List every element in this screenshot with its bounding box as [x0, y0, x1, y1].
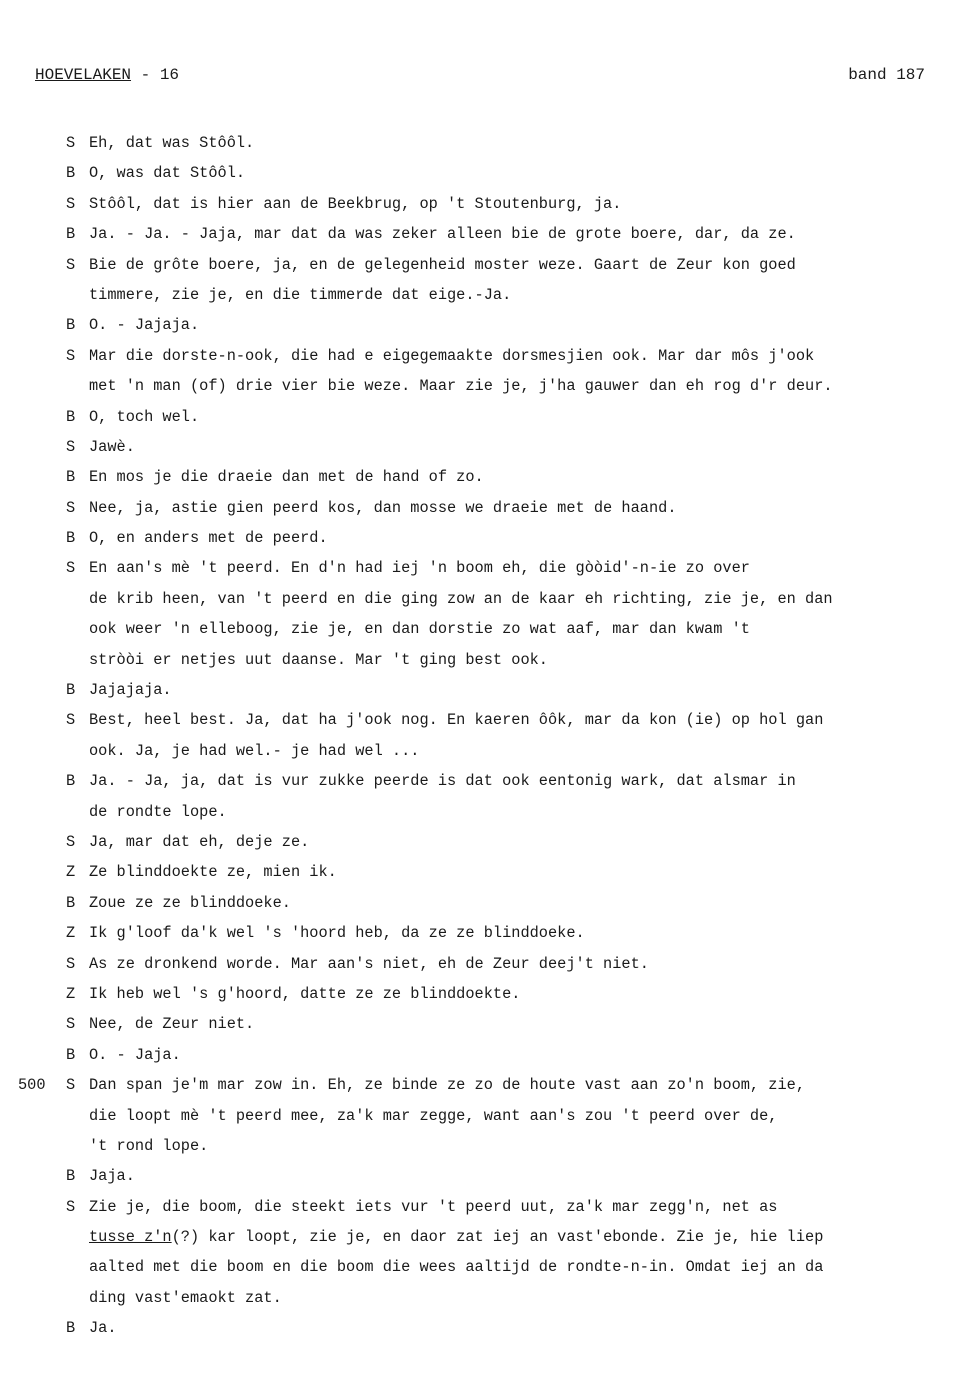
line-text-content: aalted met die boom en die boom die wees aaltijd de rondte-n-in. Omdat iej an da [89, 1258, 824, 1277]
line-text-content: Ja. - Ja, ja, dat is vur zukke peerde is dat ook eentonig wark, dat alsmar in [89, 772, 796, 791]
transcript-line [0, 675, 973, 705]
line-text [89, 1009, 254, 1039]
line-text-content: Nee, ja, astie gien peerd kos, dan mosse we draeie met de haand. [89, 498, 677, 517]
speaker-label: B [66, 772, 76, 791]
transcript-line [0, 857, 973, 887]
transcript-line [0, 432, 973, 462]
transcript-line [0, 280, 973, 310]
speaker-label: S [66, 954, 76, 973]
line-text [89, 705, 823, 735]
transcript-line [0, 1222, 973, 1252]
transcript-line [0, 827, 973, 857]
transcript-line [0, 1040, 973, 1070]
line-text-content: Ja. - Ja. - Jaja, mar dat da was zeker alleen bie de grote boere, dar, da ze. [89, 225, 796, 244]
transcript-line [0, 614, 973, 644]
line-text [89, 888, 291, 918]
line-text [89, 766, 796, 796]
speaker-label: B [66, 164, 76, 183]
line-text-content: timmere, zie je, en die timmerde dat eige.-Ja. [89, 285, 512, 304]
speaker-label: B [66, 1319, 76, 1338]
transcript-line [0, 493, 973, 523]
line-text-content: Dan span je'm mar zow in. Eh, ze binde ze zo de houte vast aan zo'n boom, zie, [89, 1076, 806, 1095]
line-text-content: En mos je die draeie dan met de hand of zo. [89, 468, 484, 487]
line-text [89, 310, 199, 340]
transcript-line [0, 341, 973, 371]
speaker-label: S [66, 711, 76, 730]
line-text [89, 1070, 805, 1100]
line-text [89, 979, 520, 1009]
line-text-content: de rondte lope. [89, 802, 227, 821]
line-text-content: Nee, de Zeur niet. [89, 1015, 255, 1034]
line-text [89, 553, 750, 583]
line-text [89, 402, 199, 432]
transcript-line [0, 158, 973, 188]
transcript-line [0, 1131, 973, 1161]
line-text-content: Jajajaja. [89, 681, 172, 700]
transcript-line [0, 371, 973, 401]
line-text-content: de krib heen, van 't peerd en die ging zow an de kaar eh richting, zie je, en dan [89, 589, 833, 608]
transcript-line [0, 1283, 973, 1313]
line-text-content: Bie de grôte boere, ja, en de gelegenheid moster weze. Gaart de Zeur kon goed [89, 255, 796, 274]
speaker-label: S [66, 1015, 76, 1034]
line-text [89, 523, 328, 553]
line-text [89, 1040, 181, 1070]
line-text [89, 432, 135, 462]
line-text-content: Jaja. [89, 1167, 135, 1186]
speaker-label: B [66, 893, 76, 912]
line-text [89, 371, 833, 401]
line-text-content: met 'n man (of) drie vier bie weze. Maar zie je, j'ha gauwer dan eh rog d'r deur. [89, 377, 833, 396]
transcript-line [0, 523, 973, 553]
line-text [89, 250, 796, 280]
transcript-line [0, 979, 973, 1009]
line-text-content: Ik g'loof da'k wel 's 'hoord heb, da ze ze blinddoeke. [89, 924, 585, 943]
line-text-content: ook. Ja, je had wel.- je had wel ... [89, 741, 420, 760]
transcript-line [0, 219, 973, 249]
line-text [89, 918, 585, 948]
transcript-line [0, 949, 973, 979]
transcript-lines [0, 128, 973, 1344]
speaker-label: B [66, 529, 76, 548]
header-left [35, 66, 179, 84]
transcript-line [0, 766, 973, 796]
line-text [89, 645, 548, 675]
speaker-label: S [66, 437, 76, 456]
line-text [89, 1192, 777, 1222]
transcript-line [0, 189, 973, 219]
transcript-line [0, 310, 973, 340]
transcript-line [0, 1070, 973, 1100]
speaker-label: S [66, 346, 76, 365]
speaker-label: B [66, 225, 76, 244]
transcript-line [0, 553, 973, 583]
transcript-line [0, 250, 973, 280]
line-text-content: 't rond lope. [89, 1136, 209, 1155]
line-text-content: Eh, dat was Stôôl. [89, 134, 255, 152]
speaker-label: S [66, 832, 76, 851]
line-text [89, 128, 254, 158]
speaker-label: S [66, 1076, 76, 1095]
speaker-label: Z [66, 924, 76, 943]
speaker-label: Z [66, 863, 76, 882]
line-text-content: En aan's mè 't peerd. En d'n had iej 'n boom eh, die gòòid'-n-ie zo over [89, 559, 750, 578]
line-text-content: As ze dronkend worde. Mar aan's niet, eh de Zeur deej't niet. [89, 954, 649, 973]
underlined-text: tusse z'n [89, 1228, 172, 1247]
line-text-content: ook weer 'n elleboog, zie je, en dan dorstie zo wat aaf, mar dan kwam 't [89, 620, 750, 639]
line-text [89, 1101, 777, 1131]
line-text [89, 614, 750, 644]
line-text-content: Ik heb wel 's g'hoord, datte ze ze blinddoekte. [89, 984, 521, 1003]
transcript-line [0, 128, 973, 158]
transcript-line [0, 1161, 973, 1191]
header-place: HOEVELAKEN [35, 66, 132, 84]
line-text [89, 736, 419, 766]
line-text-content: O, toch wel. [89, 407, 200, 426]
speaker-label: B [66, 316, 76, 335]
line-text [89, 797, 227, 827]
line-text [89, 280, 511, 310]
line-text-content: Mar die dorste-n-ook, die had e eigegemaakte dorsmesjien ook. Mar dar môs j'ook [89, 346, 815, 365]
line-text [89, 949, 649, 979]
speaker-label: B [66, 1045, 76, 1064]
line-text-content: Best, heel best. Ja, dat ha j'ook nog. En kaeren ôôk, mar da kon (ie) op hol gan [89, 711, 824, 730]
line-text-content: Jawè. [89, 437, 135, 456]
speaker-label: S [66, 1197, 76, 1216]
line-text-content: Ja, mar dat eh, deje ze. [89, 832, 310, 851]
speaker-label: S [66, 559, 76, 578]
line-text [89, 1313, 117, 1343]
line-text-content: O. - Jaja. [89, 1045, 181, 1064]
speaker-label: B [66, 1167, 76, 1186]
speaker-label: S [66, 134, 76, 152]
line-text [89, 584, 833, 614]
line-text [89, 1222, 823, 1252]
transcript-line [0, 645, 973, 675]
header-page-number: - 16 [131, 66, 180, 84]
transcript-line [0, 1252, 973, 1282]
speaker-label: S [66, 194, 76, 213]
line-text-content: Stôôl, dat is hier aan de Beekbrug, op 't Stoutenburg, ja. [89, 194, 622, 213]
transcript-line [0, 918, 973, 948]
line-text [89, 1252, 823, 1282]
line-text [89, 1161, 135, 1191]
transcript-line [0, 1009, 973, 1039]
speaker-label: B [66, 407, 76, 426]
line-text [89, 462, 484, 492]
line-text [89, 341, 814, 371]
speaker-label: S [66, 498, 76, 517]
transcript-line [0, 584, 973, 614]
line-text [89, 1283, 282, 1313]
line-text-content: Ja. [89, 1319, 117, 1338]
line-text-content: Zoue ze ze blinddoeke. [89, 893, 291, 912]
header-band: band 187 [848, 66, 925, 84]
speaker-label: B [66, 681, 76, 700]
line-text [89, 1131, 208, 1161]
transcript-line [0, 797, 973, 827]
line-text-content: O, en anders met de peerd. [89, 529, 328, 548]
speaker-label: B [66, 468, 76, 487]
line-text [89, 189, 621, 219]
page-header [35, 66, 925, 88]
line-text [89, 158, 245, 188]
line-number: 500 [18, 1076, 46, 1095]
line-text-content: O. - Jajaja. [89, 316, 200, 335]
transcript-line [0, 1101, 973, 1131]
line-text-content: Ze blinddoekte ze, mien ik. [89, 863, 337, 882]
line-text-content: O, was dat Stôôl. [89, 164, 246, 183]
transcript-line [0, 1313, 973, 1343]
line-text-content: (?) kar loopt, zie je, en daor zat iej an vast'ebonde. Zie je, hie liep [171, 1228, 824, 1247]
line-text-content: stròòi er netjes uut daanse. Mar 't ging best ook. [89, 650, 548, 669]
transcript-line [0, 1192, 973, 1222]
transcript-line [0, 705, 973, 735]
transcript-line [0, 462, 973, 492]
speaker-label: S [66, 255, 76, 274]
speaker-label: Z [66, 984, 76, 1003]
line-text-content: ding vast'emaokt zat. [89, 1288, 282, 1307]
transcript-line [0, 736, 973, 766]
line-text [89, 675, 172, 705]
line-text-content: die loopt mè 't peerd mee, za'k mar zegge, want aan's zou 't peerd over de, [89, 1106, 778, 1125]
transcript-line [0, 888, 973, 918]
line-text [89, 219, 796, 249]
line-text-content: Zie je, die boom, die steekt iets vur 't peerd uut, za'k mar zegg'n, net as [89, 1197, 778, 1216]
line-text [89, 827, 309, 857]
transcript-line [0, 402, 973, 432]
line-text [89, 857, 337, 887]
line-text [89, 493, 677, 523]
